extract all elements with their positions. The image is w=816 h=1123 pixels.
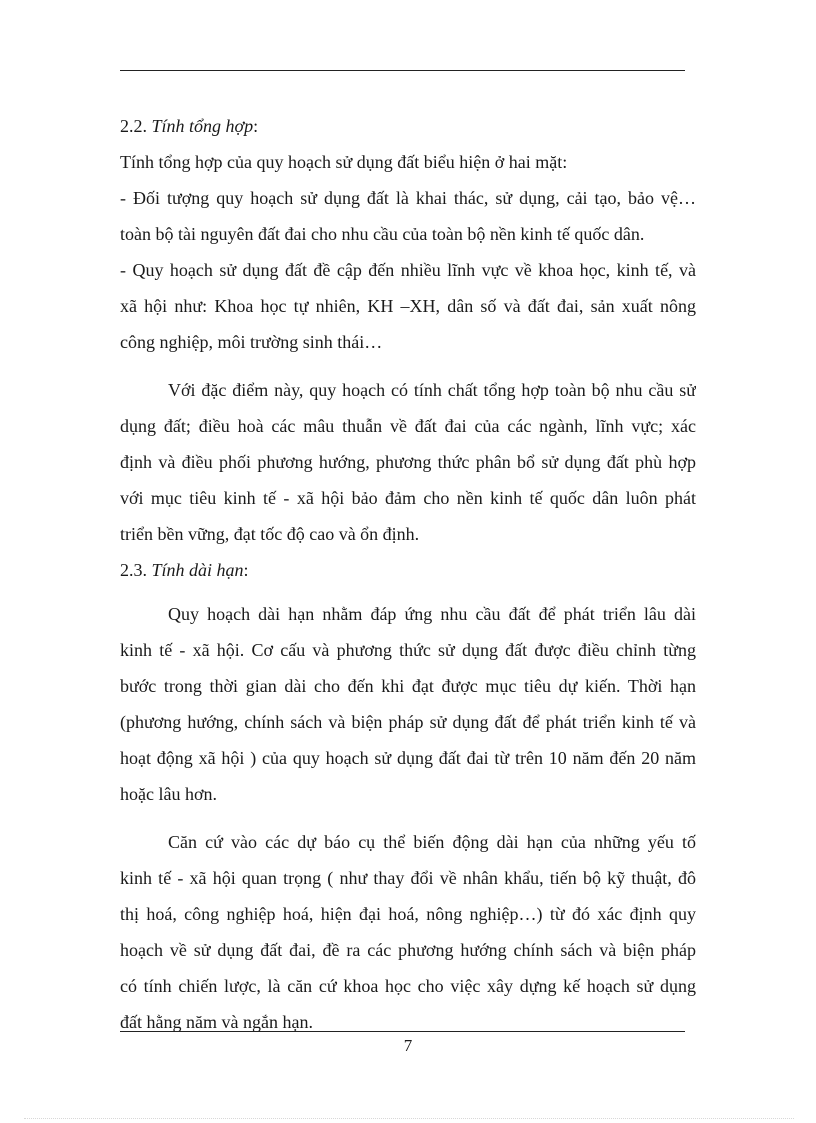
paragraph-line: (phương hướng, chính sách và biện pháp sử dụng đất để phát triển kinh tế và xyxy=(120,712,696,732)
paragraph-line: kinh tế - xã hội quan trọng ( như thay đổi về nhân khẩu, tiến bộ kỹ thuật, đô xyxy=(120,868,696,888)
paragraph-line: Với đặc điểm này, quy hoạch có tính chất tổng hợp toàn bộ nhu cầu sử xyxy=(168,380,696,400)
paragraph-line: thị hoá, công nghiệp hoá, hiện đại hoá, nông nghiệp…) từ đó xác định quy xyxy=(120,904,696,924)
paragraph-line: có tính chiến lược, là căn cứ khoa học cho việc xây dựng kế hoạch sử dụng xyxy=(120,976,696,996)
paragraph-line: Quy hoạch dài hạn nhằm đáp ứng nhu cầu đất để phát triển lâu dài xyxy=(168,604,696,624)
paragraph-line: hoạch về sử dụng đất đai, đề ra các phương hướng chính sách và biện pháp xyxy=(120,940,696,960)
paragraph-line: Căn cứ vào các dự báo cụ thể biến động dài hạn của những yếu tố xyxy=(168,832,696,852)
paragraph-line: hoạt động xã hội ) của quy hoạch sử dụng đất đai từ trên 10 năm đến 20 năm xyxy=(120,748,696,768)
paragraph-line: kinh tế - xã hội. Cơ cấu và phương thức sử dụng đất được điều chỉnh từng xyxy=(120,640,696,660)
section-colon: : xyxy=(243,560,249,580)
section-number: 2.2. xyxy=(120,116,147,136)
paragraph-gap xyxy=(120,588,696,596)
paragraph-line: dụng đất; điều hoà các mâu thuẫn về đất đai của các ngành, lĩnh vực; xác xyxy=(120,416,696,436)
text-line: - Đối tượng quy hoạch sử dụng đất là khai thác, sử dụng, cải tạo, bảo vệ… xyxy=(120,188,696,208)
section-heading-2-2 xyxy=(120,108,696,144)
paragraph-line: định và điều phối phương hướng, phương thức phân bổ sử dụng đất phù hợp xyxy=(120,452,696,472)
text-line: xã hội như: Khoa học tự nhiên, KH –XH, dân số và đất đai, sản xuất nông xyxy=(120,296,696,316)
page-number: 7 xyxy=(403,1036,413,1055)
section-title: Tính dài hạn xyxy=(151,560,244,580)
text-line: Tính tổng hợp của quy hoạch sử dụng đất biểu hiện ở hai mặt: xyxy=(120,152,568,172)
page-body xyxy=(120,108,696,1040)
paragraph-line: triển bền vững, đạt tốc độ cao và ổn định. xyxy=(120,524,420,544)
text-line: toàn bộ tài nguyên đất đai cho nhu cầu của toàn bộ nền kinh tế quốc dân. xyxy=(120,224,645,244)
paragraph-line: với mục tiêu kinh tế - xã hội bảo đảm cho nền kinh tế quốc dân luôn phát xyxy=(120,488,696,508)
header-rule xyxy=(120,70,685,71)
section-number: 2.3. xyxy=(120,560,147,580)
text-line: công nghiệp, môi trường sinh thái… xyxy=(120,332,383,352)
section-heading-2-3 xyxy=(120,552,696,588)
text-line: - Quy hoạch sử dụng đất đề cập đến nhiều lĩnh vực về khoa học, kinh tế, và xyxy=(120,260,696,280)
section-title: Tính tổng hợp xyxy=(151,116,254,136)
paragraph-line: hoặc lâu hơn. xyxy=(120,784,217,804)
paragraph-gap xyxy=(120,812,696,824)
section-colon: : xyxy=(253,116,259,136)
footer-rule xyxy=(120,1031,685,1032)
page-edge-dotted-line xyxy=(24,1118,794,1119)
paragraph-line: bước trong thời gian dài cho đến khi đạt được mục tiêu dự kiến. Thời hạn xyxy=(120,676,696,696)
paragraph-gap xyxy=(120,360,696,372)
paragraph-line: đất hằng năm và ngắn hạn. xyxy=(120,1012,313,1032)
